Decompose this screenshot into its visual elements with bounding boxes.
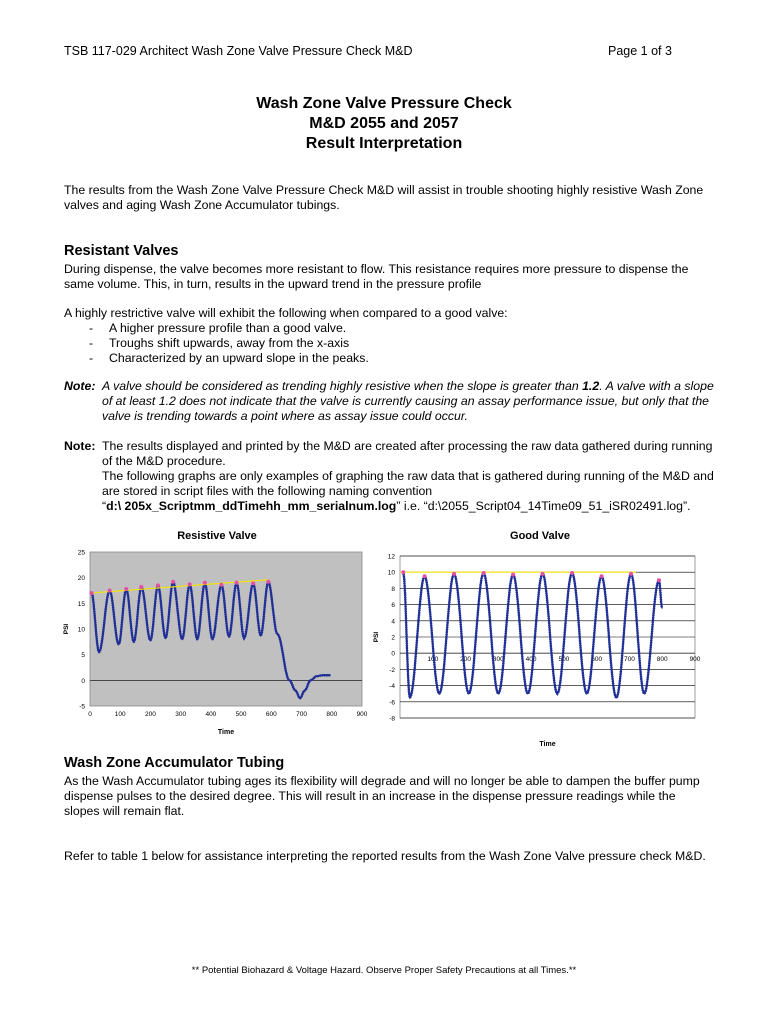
accumulator-heading: Wash Zone Accumulator Tubing xyxy=(64,755,285,771)
title-line-2: M&D 2055 and 2057 xyxy=(309,115,459,132)
peak-marker xyxy=(139,585,143,589)
x-tick-label: 700 xyxy=(624,656,635,664)
y-tick-label: -2 xyxy=(389,666,395,674)
peak-marker xyxy=(401,570,405,574)
y-tick-label: 25 xyxy=(77,549,85,557)
x-tick-label: 100 xyxy=(114,711,126,718)
note-2-label: Note: xyxy=(64,439,96,453)
resistant-valves-para-1: During dispense, the valve becomes more resistant to flow. This resistance requires more pressure to dispense the same volume. This, in turn, results in the upward trend in the pressure profile xyxy=(64,262,689,291)
intro-paragraph: The results from the Wash Zone Valve Pressure Check M&D will assist in trouble shooting highly resistive Wash Zone valves and aging Wash Zone Accumulator tubings. xyxy=(64,183,704,212)
y-tick-label: 12 xyxy=(387,553,395,561)
peak-marker xyxy=(171,580,175,584)
peak-marker xyxy=(235,581,239,585)
y-axis-label: PSI xyxy=(63,623,70,635)
note-2-line-1: The results displayed and printed by the M&D are created after processing the raw data gathered during running of the M&D procedure. xyxy=(102,439,713,468)
note-1 xyxy=(64,379,724,424)
y-tick-label: 15 xyxy=(77,600,85,608)
good-valve-chart xyxy=(370,530,710,748)
peak-marker xyxy=(219,583,223,587)
note-2-filename: “d:\ 205x_Scriptmm_ddTimehh_mm_serialnum.log” i.e. “d:\2055_Script04_14Time09_51_iSR02491.log”. xyxy=(102,499,691,513)
x-axis-label: Time xyxy=(539,741,556,748)
resistant-valves-heading: Resistant Valves xyxy=(64,243,179,259)
x-tick-label: 0 xyxy=(88,711,92,718)
resistive-valve-chart xyxy=(62,530,372,740)
peak-marker xyxy=(90,591,94,595)
y-tick-label: 6 xyxy=(391,602,395,610)
note-2 xyxy=(64,439,724,514)
y-axis-label: PSI xyxy=(373,631,380,643)
x-tick-label: 800 xyxy=(326,711,338,718)
resistant-valves-list xyxy=(64,321,714,366)
peak-marker xyxy=(423,574,427,578)
x-tick-label: 200 xyxy=(460,656,471,664)
page-title xyxy=(0,94,768,154)
x-tick-label: 800 xyxy=(656,656,668,664)
x-tick-label: 900 xyxy=(356,711,368,718)
peak-marker xyxy=(570,571,574,575)
peak-marker xyxy=(203,581,207,585)
note-1-slope-value: 1.2 xyxy=(582,379,600,393)
y-tick-label: -8 xyxy=(389,715,395,723)
peak-marker xyxy=(188,582,192,586)
peak-marker xyxy=(511,573,515,577)
x-tick-label: 400 xyxy=(525,656,537,664)
note-2-filename-example: ” i.e. “d:\2055_Script04_14Time09_51_iSR02491.log”. xyxy=(396,499,691,513)
note-1-label: Note: xyxy=(64,379,96,393)
peak-marker xyxy=(266,580,270,584)
y-tick-label: 4 xyxy=(391,618,395,626)
y-tick-label: -6 xyxy=(389,699,395,707)
title-line-1: Wash Zone Valve Pressure Check xyxy=(256,95,512,112)
y-tick-label: 0 xyxy=(81,677,85,685)
chart-title: Good Valve xyxy=(510,530,570,542)
header-doc-id: TSB 117-029 Architect Wash Zone Valve Pressure Check M&D xyxy=(64,44,413,58)
chart-title: Resistive Valve xyxy=(177,530,257,542)
x-tick-label: 600 xyxy=(591,656,603,664)
x-tick-label: 200 xyxy=(145,711,156,718)
peak-marker xyxy=(600,574,604,578)
note-2-filename-pattern: d:\ 205x_Scriptmm_ddTimehh_mm_serialnum.log xyxy=(106,499,397,513)
list-item: - Characterized by an upward slope in the peaks. xyxy=(64,351,714,366)
peak-marker xyxy=(629,572,633,576)
resistive-valve-chart-svg xyxy=(62,544,372,739)
note-1-text-b: . A valve with a slope of at least 1.2 does not indicate that the valve is currently causing an assay performance issue, but only that the valve is trending towards a point where as assay issue could occur. xyxy=(102,379,714,423)
x-tick-label: 300 xyxy=(492,656,504,664)
note-1-text-a: A valve should be considered as trending highly resistive when the slope is greater than xyxy=(102,379,583,393)
footer-safety-notice: ** Potential Biohazard & Voltage Hazard. Observe Proper Safety Precautions at all Times.** xyxy=(191,965,577,976)
x-tick-label: 900 xyxy=(689,656,701,664)
x-tick-label: 400 xyxy=(205,711,217,718)
peak-marker xyxy=(251,581,255,585)
note-2-line-2: The following graphs are only examples of graphing the raw data that is gathered during running of the M&D and are stored in script files with the following naming convention xyxy=(102,469,714,498)
x-tick-label: 600 xyxy=(265,711,277,718)
resistant-valves-para-2: A highly restrictive valve will exhibit the following when compared to a good valve: xyxy=(64,306,508,320)
y-tick-label: -4 xyxy=(389,683,395,691)
peak-marker xyxy=(482,571,486,575)
accumulator-para: As the Wash Accumulator tubing ages its flexibility will degrade and will no longer be able to dampen the buffer pump dispense pulses to the desired degree. This will result in an increase in the dispense pressure readings while the slopes will remain flat. xyxy=(64,774,700,818)
peak-marker xyxy=(124,587,128,591)
y-tick-label: 10 xyxy=(387,569,395,577)
y-tick-label: -5 xyxy=(79,703,85,711)
y-tick-label: 8 xyxy=(391,585,395,593)
good-valve-chart-svg xyxy=(370,544,710,748)
x-axis-label: Time xyxy=(217,729,235,736)
peak-marker xyxy=(541,572,545,576)
note-1-text xyxy=(102,379,724,424)
list-item: - Troughs shift upwards, away from the x-axis xyxy=(64,336,714,351)
note-2-text xyxy=(102,439,724,514)
x-tick-label: 100 xyxy=(427,656,439,664)
y-tick-label: 2 xyxy=(391,634,395,642)
refer-paragraph: Refer to table 1 below for assistance interpreting the reported results from the Wash Zone Valve pressure check M&D. xyxy=(64,849,706,863)
peak-marker xyxy=(108,589,112,593)
y-tick-label: 5 xyxy=(81,652,85,660)
y-tick-label: 0 xyxy=(391,650,395,658)
title-line-3: Result Interpretation xyxy=(305,135,463,152)
peak-marker xyxy=(657,578,661,582)
y-tick-label: 10 xyxy=(77,626,85,634)
x-tick-label: 300 xyxy=(175,711,187,718)
header-page-number: Page 1 of 3 xyxy=(608,44,672,58)
y-tick-label: 20 xyxy=(77,575,85,583)
x-tick-label: 500 xyxy=(558,656,570,664)
peak-marker xyxy=(452,572,456,576)
peak-marker xyxy=(156,583,160,587)
x-tick-label: 500 xyxy=(235,711,247,718)
list-item: - A higher pressure profile than a good valve. xyxy=(64,321,714,336)
x-tick-label: 700 xyxy=(296,711,307,718)
